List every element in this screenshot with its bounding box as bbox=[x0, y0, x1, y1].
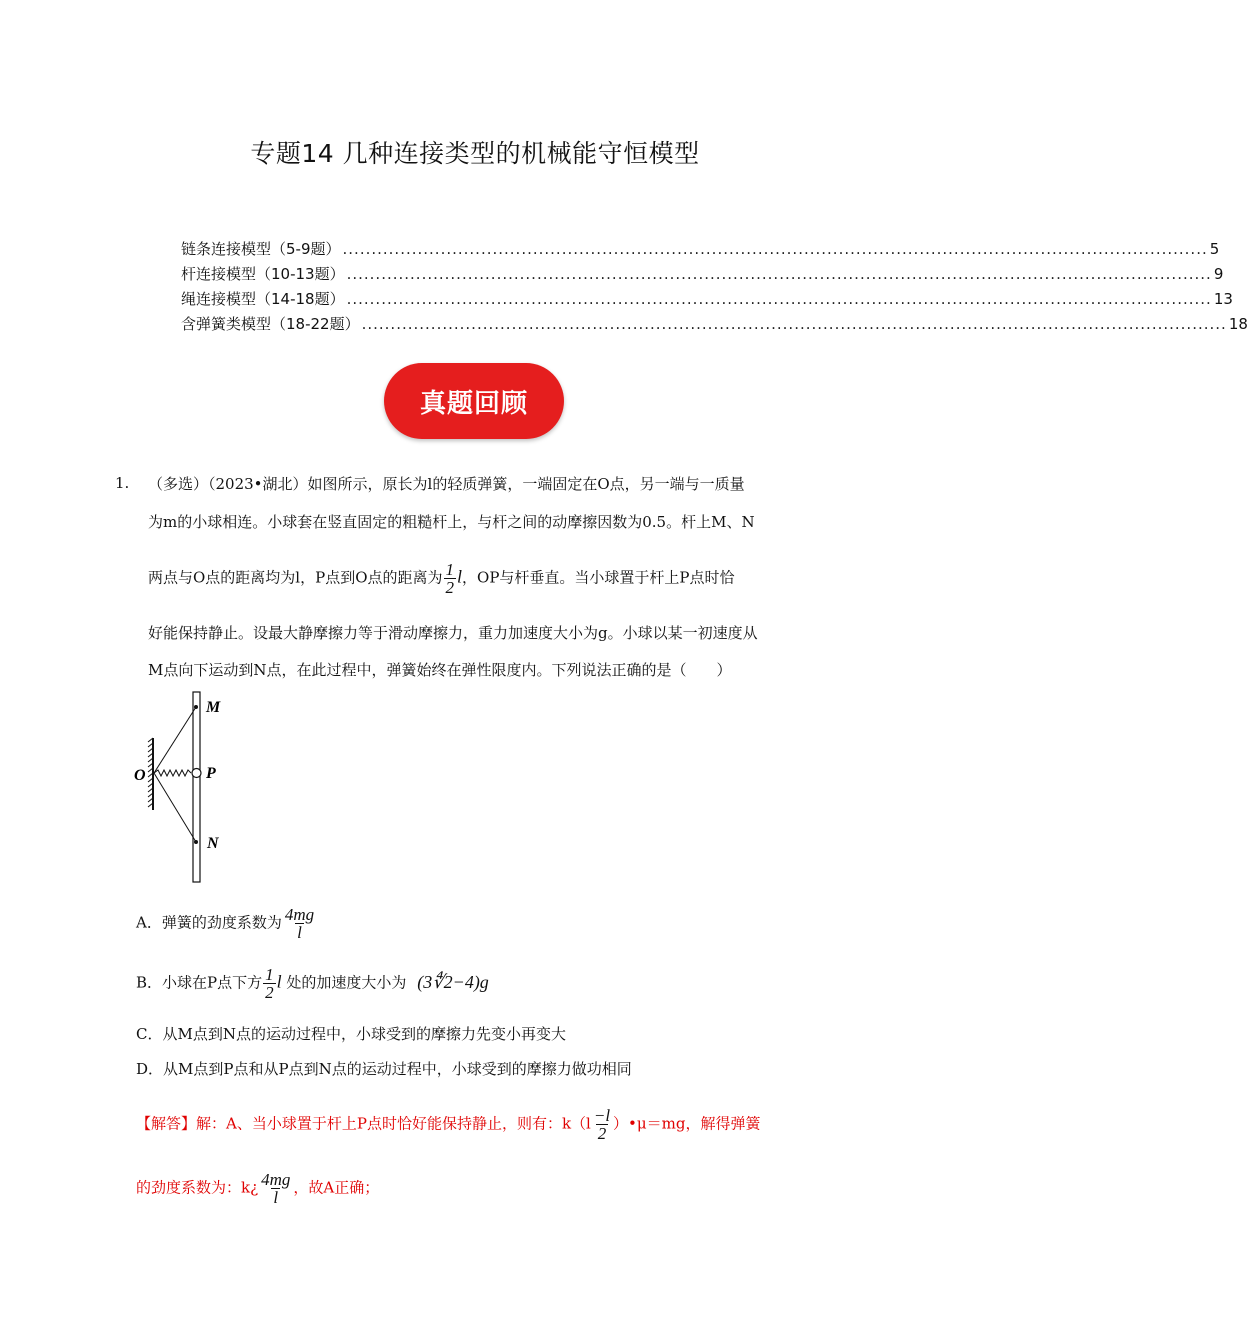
toc-item-page: 5 bbox=[1209, 240, 1220, 258]
toc-item[interactable] bbox=[181, 238, 1220, 263]
toc-leader-dots: ...................................................................................................................................................... bbox=[346, 265, 1212, 283]
question-line: M点向下运动到N点，在此过程中，弹簧始终在弹性限度内。下列说法正确的是（ ） bbox=[148, 661, 732, 679]
answer-text: ）•μ＝mg，解得弹簧 bbox=[613, 1114, 761, 1133]
question-text: ，OP与杆垂直。当小球置于杆上P点时恰 bbox=[462, 568, 735, 587]
toc-item[interactable] bbox=[181, 313, 1248, 338]
question-number: 1. bbox=[115, 474, 130, 492]
point-M bbox=[194, 705, 198, 709]
fraction bbox=[444, 561, 457, 596]
math-variable: l bbox=[276, 971, 282, 992]
math-variable: l bbox=[457, 566, 463, 587]
label-P: P bbox=[206, 765, 216, 782]
fraction bbox=[263, 966, 276, 1001]
toc-item-page: 9 bbox=[1213, 265, 1224, 283]
label-N: N bbox=[207, 835, 219, 852]
spring bbox=[154, 770, 191, 776]
section-banner-text: 真题回顾 bbox=[419, 388, 528, 419]
answer-label: 【解答】 bbox=[136, 1114, 197, 1133]
spring-rod-figure bbox=[130, 688, 240, 886]
page-title: 专题14 几种连接类型的机械能守恒模型 bbox=[250, 139, 700, 168]
toc-item-label: 链条连接模型（5-9题） bbox=[181, 240, 341, 258]
question-line: 为m的小球相连。小球套在竖直固定的粗糙杆上，与杆之间的动摩擦因数为0.5。杆上M、N bbox=[148, 513, 755, 531]
toc-item-page: 13 bbox=[1213, 290, 1233, 308]
label-O: O bbox=[134, 767, 146, 784]
option-b bbox=[136, 966, 489, 1001]
fraction-denominator: l bbox=[297, 923, 302, 942]
fraction-numerator: −l bbox=[593, 1106, 611, 1125]
toc-leader-dots: ...................................................................................................................................................... bbox=[342, 240, 1208, 258]
question-line bbox=[148, 561, 735, 596]
toc-leader-dots: ...................................................................................................................................................... bbox=[346, 290, 1212, 308]
answer-text: 的劲度系数为：k¿ bbox=[136, 1178, 259, 1197]
option-b-expression: (3∜2−4)g bbox=[417, 971, 489, 992]
fraction-denominator: 2 bbox=[265, 983, 274, 1002]
question-text: 两点与O点的距离均为l，P点到O点的距离为 bbox=[148, 568, 443, 587]
option-a bbox=[136, 906, 317, 941]
answer-line bbox=[136, 1107, 760, 1142]
toc-item[interactable] bbox=[181, 263, 1224, 288]
fraction bbox=[283, 906, 316, 941]
table-of-contents bbox=[181, 238, 1248, 338]
toc-item-label: 绳连接模型（14-18题） bbox=[181, 290, 345, 308]
fraction-numerator: 4mg bbox=[284, 905, 315, 924]
toc-item-label: 杆连接模型（10-13题） bbox=[181, 265, 345, 283]
fraction bbox=[592, 1107, 612, 1142]
toc-item-page: 18 bbox=[1228, 315, 1248, 333]
toc-leader-dots: ...................................................................................................................................................... bbox=[361, 315, 1227, 333]
fraction bbox=[259, 1171, 292, 1206]
section-banner bbox=[384, 363, 564, 439]
answer-text: ，故A正确； bbox=[293, 1178, 380, 1197]
line-ON bbox=[154, 773, 196, 842]
option-b-text: 处的加速度大小为 bbox=[281, 973, 407, 992]
toc-item[interactable] bbox=[181, 288, 1233, 313]
fraction-numerator: 1 bbox=[265, 965, 274, 984]
line-OM bbox=[154, 707, 196, 773]
vertical-rod bbox=[193, 692, 200, 882]
option-b-text: B．小球在P点下方 bbox=[136, 973, 263, 992]
ball bbox=[192, 769, 201, 778]
question-line: （多选）（2023•湖北）如图所示，原长为l的轻质弹簧，一端固定在O点，另一端与一质量 bbox=[148, 475, 745, 493]
toc-item-label: 含弹簧类模型（18-22题） bbox=[181, 315, 360, 333]
answer-line bbox=[136, 1171, 379, 1206]
answer-text: 解：A、当小球置于杆上P点时恰好能保持静止，则有：k（l bbox=[196, 1114, 591, 1133]
fraction-numerator: 4mg bbox=[261, 1170, 291, 1189]
option-a-text: A．弹簧的劲度系数为 bbox=[136, 913, 282, 932]
question-line: 好能保持静止。设最大静摩擦力等于滑动摩擦力，重力加速度大小为g。小球以某一初速度从 bbox=[148, 624, 758, 642]
fraction-denominator: 2 bbox=[445, 578, 454, 597]
fraction-denominator: l bbox=[273, 1188, 279, 1207]
option-c: C．从M点到N点的运动过程中，小球受到的摩擦力先变小再变大 bbox=[136, 1025, 566, 1043]
fraction-denominator: 2 bbox=[597, 1124, 607, 1143]
option-d: D．从M点到P点和从P点到N点的运动过程中，小球受到的摩擦力做功相同 bbox=[136, 1060, 632, 1078]
point-N bbox=[194, 840, 198, 844]
label-M: M bbox=[206, 699, 221, 716]
fraction-numerator: 1 bbox=[445, 560, 454, 579]
